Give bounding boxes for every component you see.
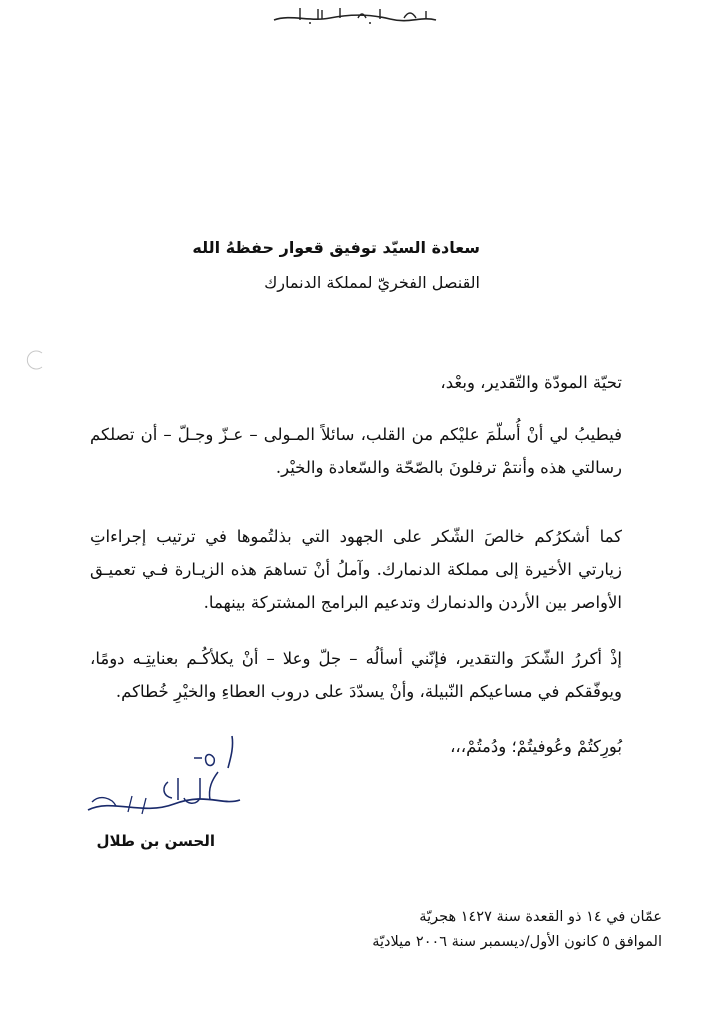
- date-hijri: عمّان في ١٤ ذو القعدة سنة ١٤٢٧ هجريّة: [419, 909, 662, 925]
- punch-hole-mark: [24, 349, 46, 371]
- paragraph-3: إذْ أكررُ الشّكرَ والتقدير، فإنّني أسألُه – جلّ وعلا – أنْ يكلأكُـم بعنايتِـه دومًا، ويوفّقكم في مساعيكم النّبيلة، وأنْ يسدّدَ على دروب العطاءِ والخيْرِ خُطاكم.: [90, 649, 622, 701]
- date-gregorian: الموافق ٥ كانون الأول/ديسمبر سنة ٢٠٠٦ ميلاديّة: [372, 934, 662, 950]
- recipient-title: القنصل الفخريّ لمملكة الدنمارك: [264, 273, 480, 292]
- recipient-name: سعادة السيّد توفيق قعوار حفظهُ الله: [192, 238, 480, 257]
- closing-line: بُورِكتُمْ وعُوفيتُمْ؛ ودُمتُمْ،،،: [450, 737, 622, 756]
- handwritten-signature: [82, 728, 252, 826]
- date-block: [330, 905, 662, 955]
- paragraph-2: كما أشكرُكم خالصَ الشّكر على الجهود التي بذلتُموها في ترتيب إجراءاتِ زيارتي الأخيرة إلى مملكة الدنمارك. وآملُ أنْ تساهمَ هذه الزيـارة فـي تعميـق الأواصر بين الأردن والدنمارك وتدعيم البرامج المشتركة بينهما.: [90, 527, 622, 612]
- basmala-calligraphy: [270, 4, 440, 26]
- signer-name: الحسن بن طلال: [96, 832, 215, 850]
- greeting: تحيّة المودّة والتّقدير، وبعْد،: [440, 373, 622, 392]
- paragraph-1: فيطيبُ لي أنْ أُسلّمَ عليْكم من القلب، سائلاً المـولى – عـزّ وجـلّ – أن تصلكم رسالتي هذه وأنتمْ ترفلونَ بالصّحّة والسّعادة والخيْر.: [90, 425, 622, 477]
